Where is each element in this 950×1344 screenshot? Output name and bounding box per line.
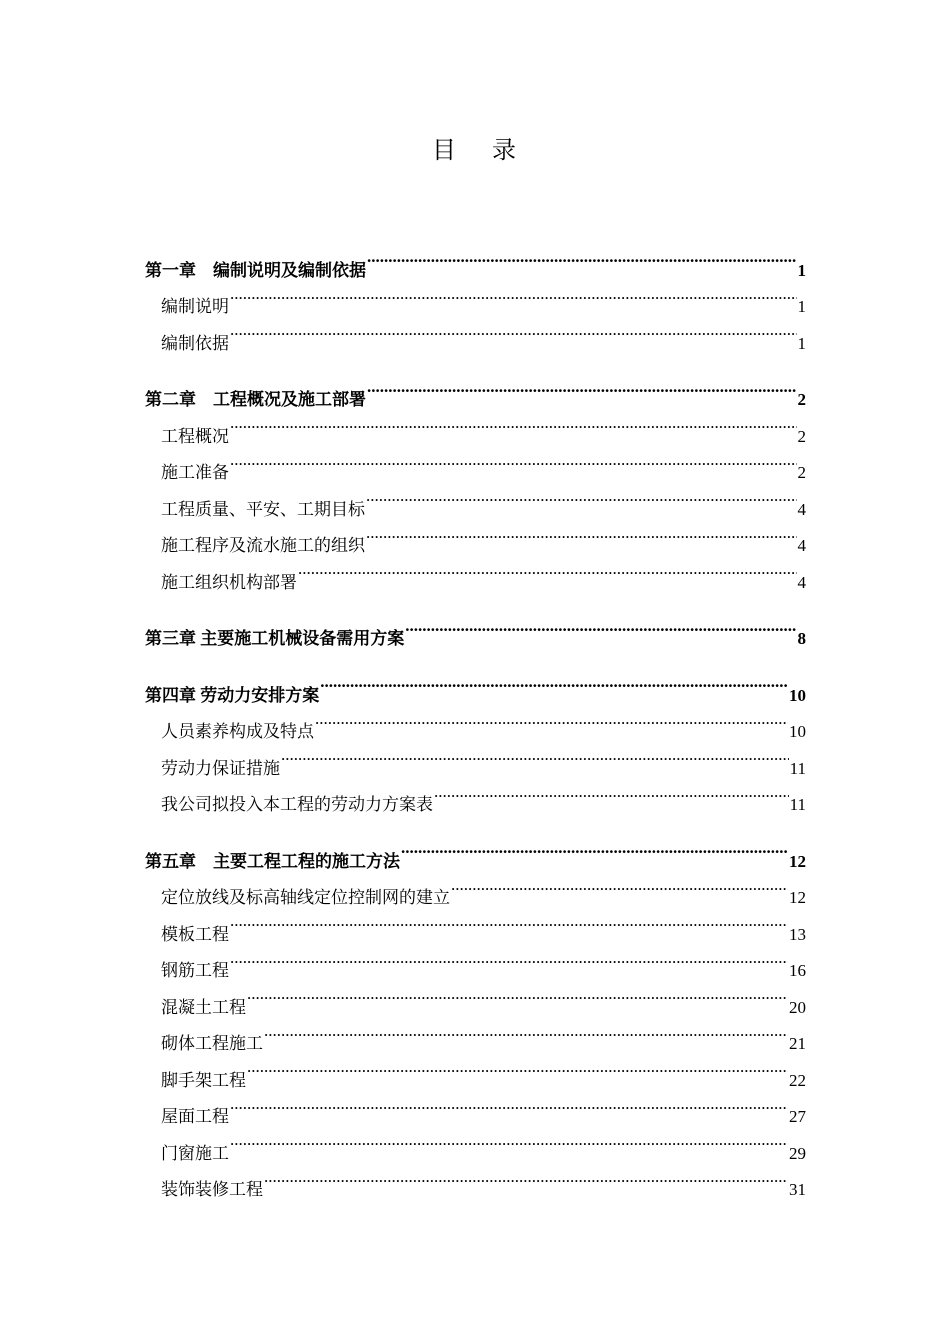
toc-entry-title: 工程质量、平安、工期目标 (161, 499, 365, 519)
toc-entry-title: 施工组织机构部署 (161, 572, 297, 592)
toc-entry-title: 模板工程 (161, 924, 229, 944)
toc-chapter-title: 第五章 主要工程工程的施工方法 (145, 851, 400, 871)
toc-page-number: 10 (789, 685, 806, 705)
toc-entry[interactable] (145, 940, 806, 980)
dot-leader (230, 276, 797, 313)
toc-page-number: 1 (797, 333, 806, 353)
toc-entry[interactable] (145, 478, 806, 519)
toc-chapter-heading[interactable] (145, 608, 806, 648)
toc-entry-title: 装饰装修工程 (161, 1180, 263, 1199)
dot-leader (367, 239, 797, 276)
toc-entry-title: 施工准备 (161, 463, 229, 482)
toc-chapter (145, 239, 806, 353)
dot-leader (315, 701, 788, 738)
toc-page-number: 12 (789, 888, 806, 907)
toc-page-number: 1 (797, 297, 806, 316)
toc-entry-title: 钢筋工程 (161, 961, 229, 980)
dot-leader (264, 1159, 788, 1196)
dot-leader (366, 515, 797, 552)
dot-leader (434, 774, 789, 811)
toc-title-right: 录 (492, 138, 518, 164)
toc-entry-title: 劳动力保证措施 (161, 758, 280, 778)
toc-chapter-title: 第一章 编制说明及编制依据 (145, 260, 366, 280)
toc-page-number: 4 (797, 499, 806, 519)
toc-entry-title: 施工程序及流水施工的组织 (161, 536, 365, 555)
toc-page-number: 16 (789, 961, 806, 980)
toc-page-number: 22 (789, 1070, 806, 1090)
dot-leader (230, 312, 797, 349)
toc-chapter-heading[interactable] (145, 369, 806, 409)
dot-leader (230, 940, 788, 977)
dot-leader (230, 1122, 788, 1159)
dot-leader (230, 903, 788, 940)
toc-page-number: 2 (797, 390, 806, 409)
dot-leader (320, 664, 788, 701)
toc-chapter (145, 664, 806, 814)
toc-chapter-heading[interactable] (145, 830, 806, 871)
toc-entry[interactable] (145, 405, 806, 446)
dot-leader (405, 608, 796, 645)
toc-page-number: 13 (789, 924, 806, 944)
dot-leader (298, 551, 797, 588)
toc-entry[interactable] (145, 442, 806, 482)
toc-entry[interactable] (145, 1159, 806, 1199)
toc-entry-title: 混凝土工程 (161, 997, 246, 1017)
toc-entry[interactable] (145, 312, 806, 353)
toc-page-number: 11 (789, 758, 806, 778)
toc-entry[interactable] (145, 1122, 806, 1163)
toc-page-number: 11 (789, 795, 806, 814)
toc-page-number: 4 (797, 572, 806, 592)
toc-page-number: 21 (789, 1034, 806, 1053)
toc-page-number: 27 (789, 1107, 806, 1126)
dot-leader (230, 405, 797, 442)
toc-chapter-title: 第二章 工程概况及施工部署 (145, 390, 366, 409)
dot-leader (264, 1013, 788, 1050)
toc-entry[interactable] (145, 276, 806, 316)
toc-entry-title: 门窗施工 (161, 1143, 229, 1163)
toc-chapter (145, 369, 806, 592)
toc-page-number: 8 (797, 629, 806, 648)
toc-entry-title: 砌体工程施工 (161, 1034, 263, 1053)
toc-page-number: 12 (789, 851, 806, 871)
dot-leader (230, 442, 797, 479)
dot-leader (401, 830, 788, 867)
toc-title (0, 134, 950, 168)
toc-page-number: 20 (789, 997, 806, 1017)
dot-leader (367, 369, 797, 406)
toc-entry-title: 脚手架工程 (161, 1070, 246, 1090)
toc-chapter-heading[interactable] (145, 239, 806, 280)
toc-entry[interactable] (145, 976, 806, 1017)
toc-chapter-heading[interactable] (145, 664, 806, 705)
toc-entry-title: 我公司拟投入本工程的劳动力方案表 (161, 795, 433, 814)
toc-entry-title: 编制说明 (161, 297, 229, 316)
toc-page-number: 2 (797, 463, 806, 482)
toc-entry-title: 编制依据 (161, 333, 229, 353)
toc-page-number: 10 (789, 722, 806, 741)
toc-entry-title: 屋面工程 (161, 1107, 229, 1126)
toc-title-left: 目 (432, 138, 458, 164)
toc-chapter-title: 第四章 劳动力安排方案 (145, 685, 320, 705)
toc-page-number: 4 (797, 536, 806, 555)
toc-chapter (145, 830, 806, 1199)
dot-leader (366, 478, 797, 515)
toc-entry-title: 人员素养构成及特点 (161, 722, 314, 741)
dot-leader (451, 867, 788, 904)
toc-page-number: 1 (797, 260, 806, 280)
toc-entry-title: 工程概况 (161, 426, 229, 446)
dot-leader (230, 1086, 788, 1123)
toc-entry-title: 定位放线及标高轴线定位控制网的建立 (161, 888, 450, 907)
dot-leader (247, 1049, 788, 1086)
toc-entry[interactable] (145, 903, 806, 944)
table-of-contents (145, 239, 806, 1215)
toc-page-number: 2 (797, 426, 806, 446)
toc-chapter (145, 608, 806, 648)
dot-leader (247, 976, 788, 1013)
dot-leader (281, 737, 789, 774)
toc-page-number: 29 (789, 1143, 806, 1163)
toc-entry[interactable] (145, 1086, 806, 1126)
toc-page-number: 31 (789, 1180, 806, 1199)
toc-chapter-title: 第三章 主要施工机械设备需用方案 (145, 629, 405, 648)
